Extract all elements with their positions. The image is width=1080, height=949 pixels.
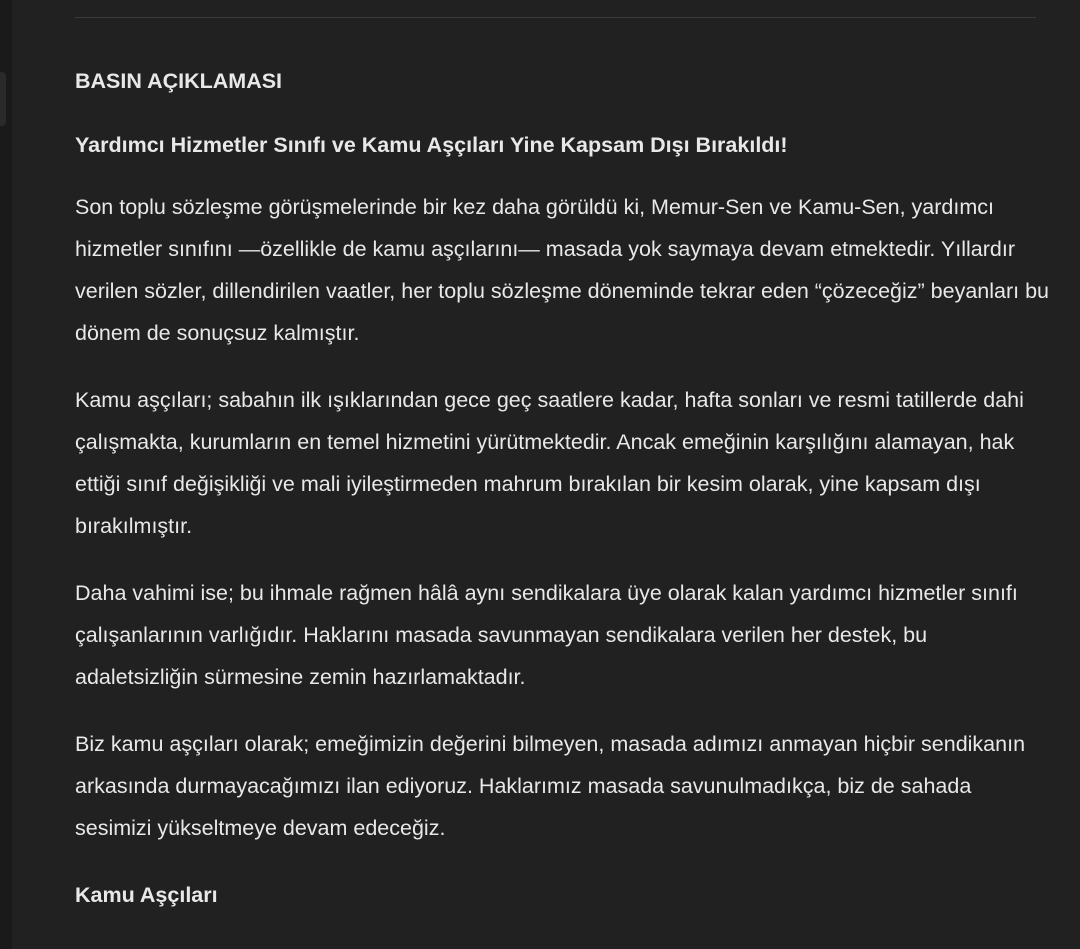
press-release-signature: Kamu Aşçıları	[75, 883, 218, 907]
press-release-title: BASIN AÇIKLAMASI	[75, 69, 283, 93]
paragraph-4: Biz kamu aşçıları olarak; emeğimizin değerini bilmeyen, masada adımızı anmayan hiçbir sendikanın arkasında durmayacağımızı ilan ediyoruz. Haklarımız masada savunulmadıkça, biz de sahada sesimizi yükseltmeye devam edeceğiz.	[75, 732, 1026, 840]
top-divider	[75, 17, 1036, 18]
paragraph-3: Daha vahimi ise; bu ihmale rağmen hâlâ aynı sendikalara üye olarak kalan yardımcı hizmetler sınıfı çalışanlarının varlığıdır. Haklarını masada savunmayan sendikalara verilen her destek, bu adaletsizliğin sürmesine zemin hazırlamaktadır.	[75, 581, 1018, 689]
side-panel-edge	[0, 72, 6, 126]
press-release-article	[75, 60, 1050, 916]
paragraph-2: Kamu aşçıları; sabahın ilk ışıklarından gece geç saatlere kadar, hafta sonları ve resmi tatillerde dahi çalışmakta, kurumların en temel hizmetini yürütmektedir. Ancak emeğinin karşılığını alamayan, hak ettiği sınıf değişikliği ve mali iyileştirmeden mahrum bırakılan bir kesim olarak, yine kapsam dışı bırakılmıştır.	[75, 388, 1024, 538]
press-release-subtitle: Yardımcı Hizmetler Sınıfı ve Kamu Aşçıları Yine Kapsam Dışı Bırakıldı!	[75, 133, 788, 157]
paragraph-1: Son toplu sözleşme görüşmelerinde bir kez daha görüldü ki, Memur-Sen ve Kamu-Sen, yardımcı hizmetler sınıfını —özellikle de kamu aşçılarını— masada yok saymaya devam etmektedir. Yıllardır verilen sözler, dillendirilen vaatler, her toplu sözleşme döneminde tekrar eden “çözeceğiz” beyanları bu dönem de sonuçsuz kalmıştır.	[75, 195, 1049, 345]
